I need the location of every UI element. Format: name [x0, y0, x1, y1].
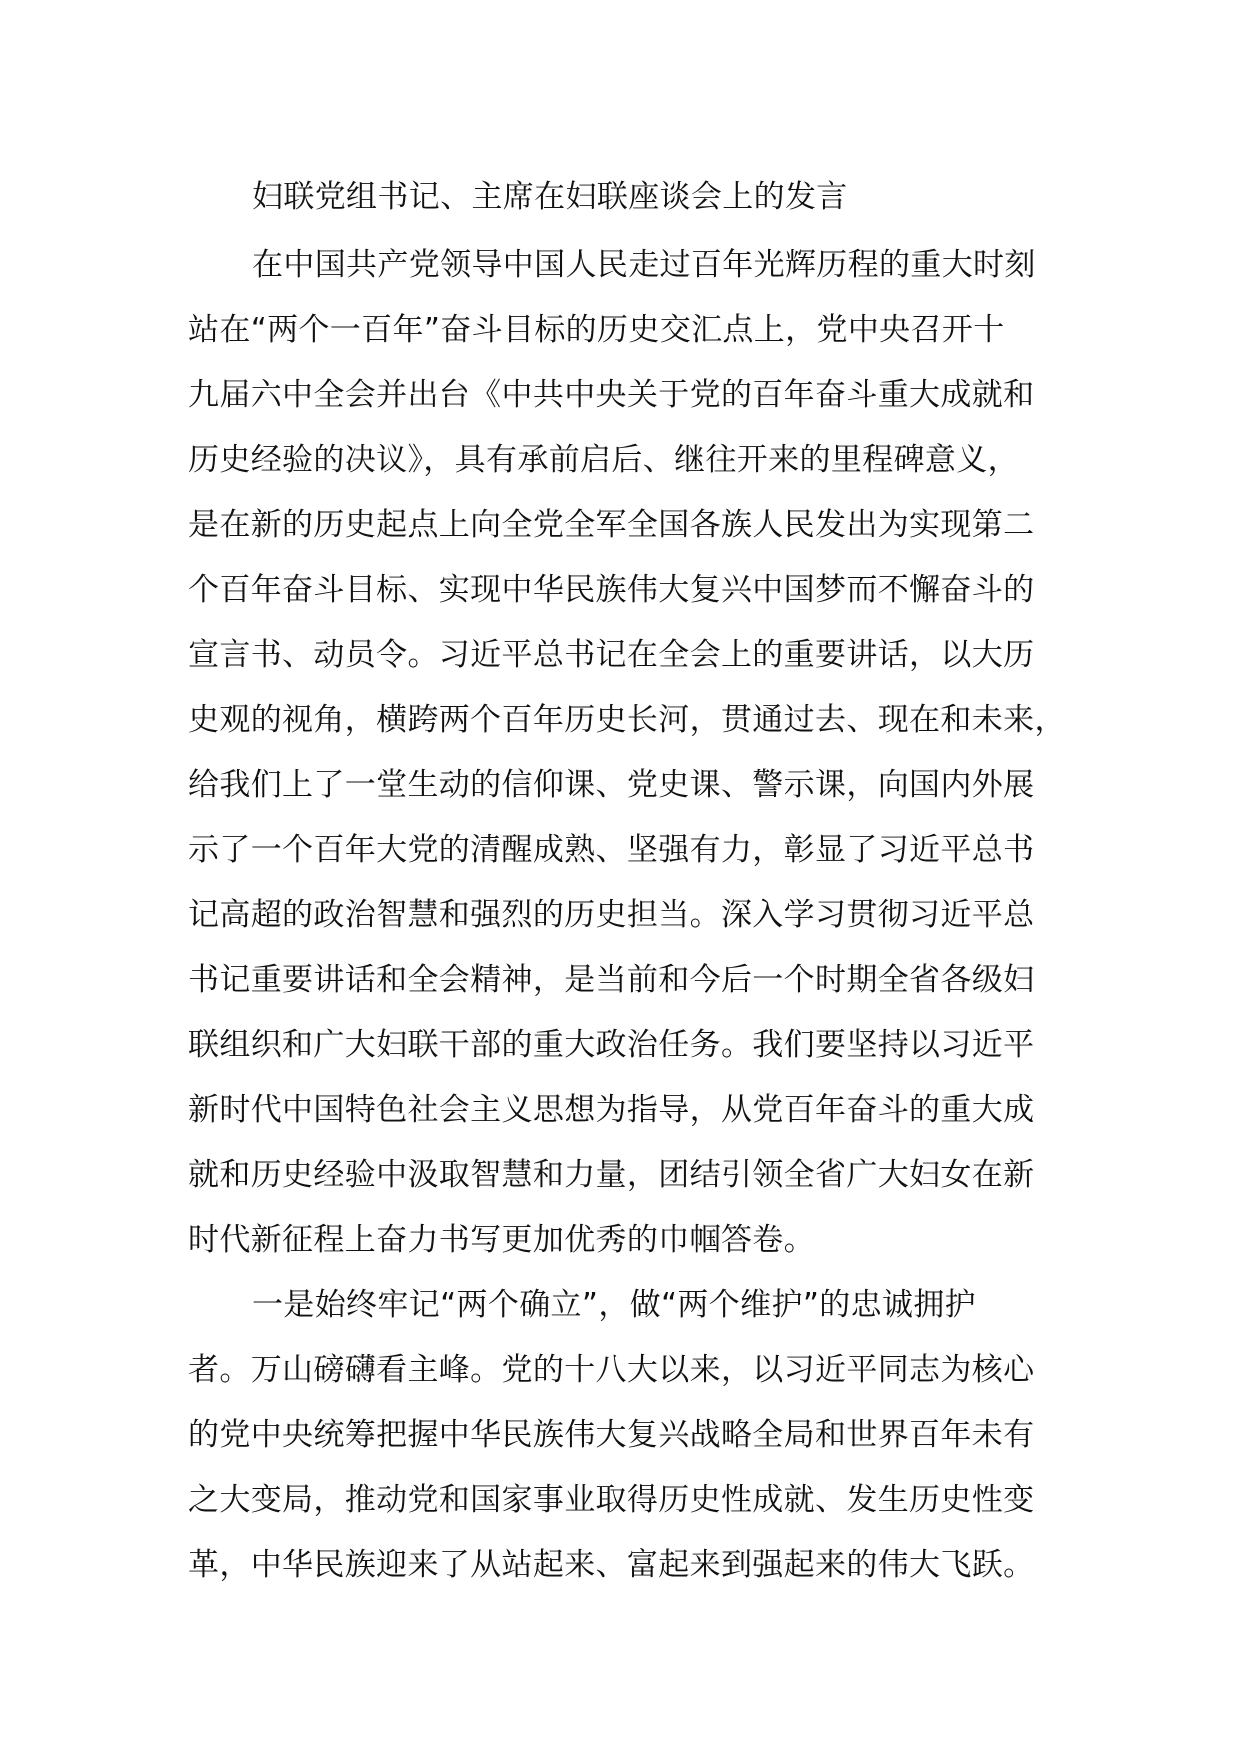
paragraph-line: 的党中央统筹把握中华民族伟大复兴战略全局和世界百年未有	[188, 1417, 1035, 1453]
paragraph-line: 站在“两个一百年”奋斗目标的历史交汇点上，党中央召开十	[188, 312, 1005, 348]
paragraph-line: 就和历史经验中汲取智慧和力量，团结引领全省广大妇女在新	[188, 1157, 1035, 1193]
paragraph-line: 示了一个百年大党的清醒成熟、坚强有力，彰显了习近平总书	[188, 832, 1035, 868]
paragraph-line: 九届六中全会并出台《中共中央关于党的百年奋斗重大成就和	[188, 377, 1035, 413]
paragraph-line: 是在新的历史起点上向全党全军全国各族人民发出为实现第二	[188, 507, 1035, 543]
document-title: 妇联党组书记、主席在妇联座谈会上的发言	[252, 179, 848, 215]
paragraph-line: 书记重要讲话和全会精神，是当前和今后一个时期全省各级妇	[188, 962, 1035, 998]
paragraph-line: 史观的视角，横跨两个百年历史长河，贯通过去、现在和未来，	[188, 702, 1066, 738]
paragraph-line: 新时代中国特色社会主义思想为指导，从党百年奋斗的重大成	[188, 1092, 1035, 1128]
paragraph-line: 一是始终牢记“两个确立”，做“两个维护”的忠诚拥护	[252, 1287, 976, 1323]
paragraph-line: 记高超的政治智慧和强烈的历史担当。深入学习贯彻习近平总	[188, 897, 1035, 933]
paragraph-line: 者。万山磅礴看主峰。党的十八大以来，以习近平同志为核心	[188, 1352, 1035, 1388]
paragraph-line: 时代新征程上奋力书写更加优秀的巾帼答卷。	[188, 1222, 815, 1258]
paragraph-line: 个百年奋斗目标、实现中华民族伟大复兴中国梦而不懈奋斗的	[188, 572, 1035, 608]
paragraph-line: 在中国共产党领导中国人民走过百年光辉历程的重大时刻	[252, 247, 1036, 283]
paragraph-line: 联组织和广大妇联干部的重大政治任务。我们要坚持以习近平	[188, 1027, 1035, 1063]
paragraph-line: 革，中华民族迎来了从站起来、富起来到强起来的伟大飞跃。	[188, 1547, 1035, 1583]
paragraph-line: 给我们上了一堂生动的信仰课、党史课、警示课，向国内外展	[188, 767, 1035, 803]
paragraph-line: 宣言书、动员令。习近平总书记在全会上的重要讲话，以大历	[188, 637, 1035, 673]
paragraph-line: 历史经验的决议》，具有承前启后、继往开来的里程碑意义，	[188, 442, 1019, 478]
paragraph-line: 之大变局，推动党和国家事业取得历史性成就、发生历史性变	[188, 1482, 1035, 1518]
